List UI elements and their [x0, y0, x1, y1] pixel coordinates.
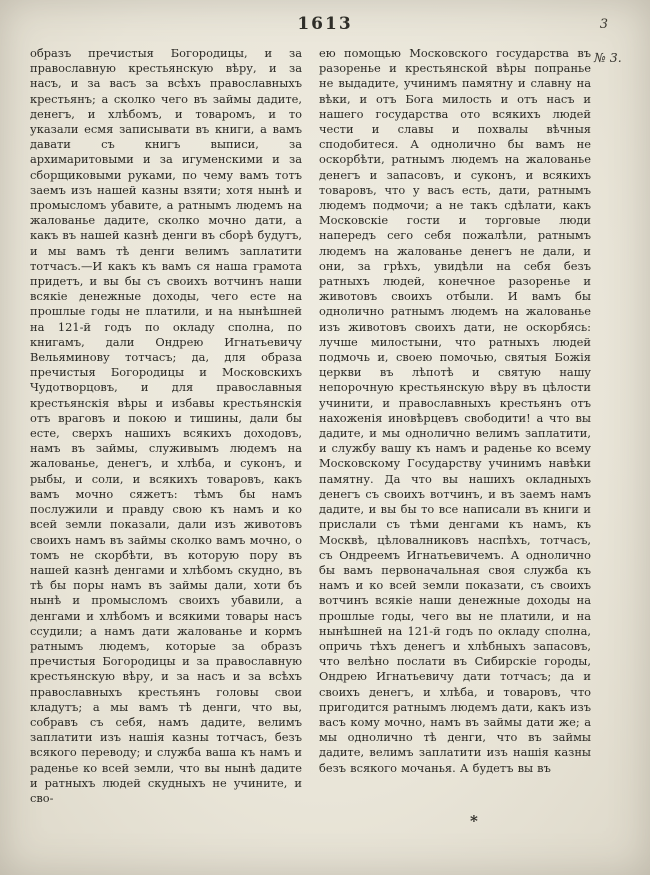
page-number: 3 [599, 17, 608, 32]
footnote-asterisk: * [470, 812, 478, 830]
right-text-column: ею помощью Московского государства въ разоренье и крестьянской вѣры попранье не выдадите, учинимъ памятну и славну на вѣки, и отъ Бога милость и отъ насъ и нашего государства ото всякихъ людей чести и славы и похвалы вѣчныя сподобитеся. А однолично бы вамъ не оскорбѣти, ратнымъ людемъ на жалованье денегъ и запасовъ, и суконъ, и всякихъ товаровъ, что у васъ есть, дати, ратнымъ людемъ подмочи; а не такъ сдѣлати, какъ Московскіе гости и торговые люди напередъ сего себя пожалѣли, ратнымъ людемъ на жалованье денегъ не дали, и они, за грѣхъ, увидѣли на себя безъ ратныхъ людей, конечное разоренье и животовъ своихъ отбыли. И вамъ бы однолично ратнымъ людемъ на жалованье изъ животовъ своихъ дати, не оскорбясь: лучше милостыни, что ратныхъ людей подмочь и, своею помочью, святыя Божія церкви въ лѣпотѣ и святую нашу непорочную крестьянскую вѣру въ цѣлости учинити, и православныхъ крестьянъ отъ нахоженія иновѣрцевъ свободити! а что вы дадите, и мы однолично велимъ заплатити, и службу вашу къ намъ и раденье ко всему Московскому Государству учинимъ навѣки памятну. Да что вы нашихъ окладныхъ денегъ съ своихъ вотчинъ, и въ заемъ намъ дадите, и вы бы то все написали въ книги и прислали съ тѣми денгами къ намъ, къ Москвѣ, цѣловалниковъ наспѣхъ, тотчасъ, съ Ондреемъ Игнатьевичемъ. А однолично бы вамъ первоначальная своя служба къ намъ и ко всей земли показати, съ своихъ вотчинъ всякіе наши денежные доходы на прошлые годы, чего вы не платили, и на нынѣшней на 121-й годъ по окладу сполна, опричь тѣхъ денегъ и хлѣбныхъ запасовъ, что велѣно послати въ Сибирскіе городы, Ондрею Игнатьевичу дати тотчасъ; да и своихъ денегъ, и хлѣба, и товаровъ, что пригодится ратнымъ людемъ дати, какъ изъ васъ кому мочно, намъ въ займы дати же; а мы однолично тѣ денги, что въ займы дадите, велимъ заплатити изъ нашія казны безъ всякого мочанья. А будетъ вы въ [319, 46, 591, 775]
text-columns [30, 46, 592, 826]
document-number-margin-note: № 3. [594, 50, 622, 65]
year-heading: 1613 [297, 14, 353, 34]
left-text-column: образъ пречистыя Богородицы, и за православную крестьянскую вѣру, и за насъ, и за васъ за всѣхъ православныхъ крестьянъ; а сколко чего въ займы дадите, денегъ, и хлѣбомъ, и товаромъ, и то указали есмя записывати въ книги, а вамъ давати съ книгъ выписи, за архимаритовыми и за игуменскими и за сборщиковыми руками, по чему вамъ тотъ заемъ изъ нашей казны взяти; хотя нынѣ и промысломъ убавите, а ратнымъ людемъ на жалованье дадите, сколко мочно дати, а какъ въ нашей казнѣ денги въ сборѣ будутъ, и мы вамъ тѣ денги велимъ заплатити тотчасъ.—И какъ къ вамъ ся наша грамота придетъ, и вы бы съ своихъ вотчинъ наши всякіе денежные доходы, чего есте на прошлые годы не платили, и на нынѣшней на 121-й годъ по окладу сполна, по книгамъ, дали Ондрею Игнатьевичу Вельяминову тотчасъ; да, для образа пречистыя Богородицы и Московскихъ Чудотворцовъ, и для православныя крестьянскія вѣры и избавы крестьянскія отъ враговъ и покою и тишины, дали бы есте, сверхъ нашихъ всякихъ доходовъ, намъ въ займы, служивымъ людемъ на жалованье, денегъ, и хлѣба, и суконъ, и рыбы, и соли, и всякихъ товаровъ, какъ вамъ мочно сяжетъ: тѣмъ бы намъ послужили и правду свою къ намъ и ко всей земли показали, дали изъ животовъ своихъ намъ въ займы сколко вамъ мочно, о томъ не скорбѣти, въ которую пору въ нашей казнѣ денгами и хлѣбомъ скудно, въ тѣ бы поры намъ въ займы дали, хоти бъ нынѣ и промысломъ своихъ убавили, а денгами и хлѣбомъ и всякими товары насъ ссудили; а намъ дати жалованье и кормъ ратнымъ людемъ, которые за образъ пречистыя Богородицы и за православную крестьянскую вѣру, и за насъ и за всѣхъ православныхъ крестьянъ головы свои кладутъ; а мы вамъ тѣ денги, что вы, собравъ съ себя, намъ дадите, велимъ заплатити изъ нашія казны тотчасъ, безъ всякого переводу; и служба ваша къ намъ и раденье ко всей земли, что вы нынѣ дадите и ратныхъ людей скудныхъ не учините, и сво- [30, 46, 302, 805]
page-header [0, 14, 650, 40]
